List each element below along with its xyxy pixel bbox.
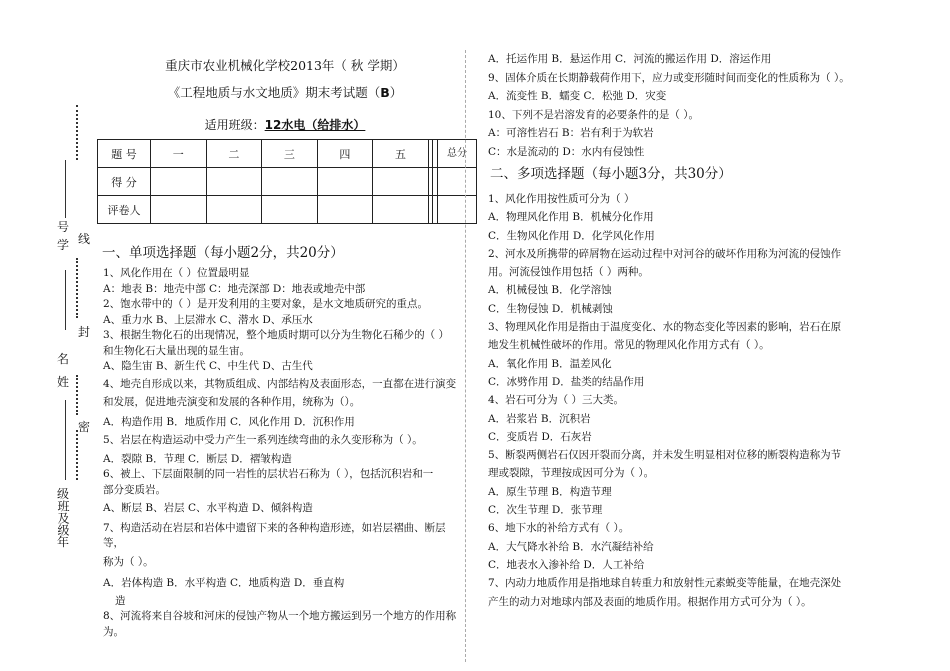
question-line: A．原生节理 B．构造节理 bbox=[488, 485, 612, 498]
score-header-cell: 题 号 bbox=[98, 140, 151, 168]
question-line: 6、被上、下层面限制的同一岩性的层状岩石称为（ ），包括沉积岩和一 bbox=[103, 468, 434, 480]
binding-dots-bottom bbox=[76, 430, 82, 480]
exam-paper-letter: B bbox=[380, 85, 390, 100]
binding-dots-mid bbox=[76, 258, 82, 318]
score-row-label: 得 分 bbox=[98, 168, 151, 196]
score-cell[interactable] bbox=[438, 168, 477, 196]
score-cell[interactable] bbox=[206, 168, 262, 196]
question-line: 8、河流将来自谷坡和河床的侵蚀产物从一个地方搬运到另一个地方的作用称 bbox=[103, 610, 457, 622]
score-row-grader bbox=[98, 196, 477, 224]
section1-questions bbox=[103, 266, 463, 640]
question-line: A．机械侵蚀 B．化学溶蚀 bbox=[488, 284, 612, 297]
question-line: 为。 bbox=[103, 625, 124, 638]
side-label-xian: 线 bbox=[78, 232, 91, 246]
question-line: 理或裂隙，节理按成因可分为（ ）。 bbox=[488, 467, 655, 480]
question-line: A、隐生宙 B、新生代 C、中生代 D、古生代 bbox=[103, 360, 313, 372]
grader-cell[interactable] bbox=[151, 196, 207, 224]
side-label-ming: 名 bbox=[57, 352, 70, 366]
grader-cell[interactable] bbox=[317, 196, 373, 224]
question-line: 6、地下水的补给方式有（ ）。 bbox=[488, 522, 630, 535]
column-divider bbox=[465, 50, 466, 662]
question-line: 7、内动力地质作用是指地球自转重力和放射性元素蜕变等能量，在地壳深处 bbox=[488, 577, 842, 590]
side-label-feng: 封 bbox=[78, 325, 91, 339]
question-line: 称为（ ）。 bbox=[103, 555, 154, 568]
question-line: A．流变性 B．蠕变 C．松弛 D．灾变 bbox=[488, 90, 667, 102]
school-title: 重庆市农业机械化学校2013年（ 秋 学期） bbox=[165, 58, 405, 73]
question-line: 10、下列不是岩溶发育的必要条件的是（ ）。 bbox=[488, 108, 699, 121]
score-header-cell: 一 bbox=[151, 140, 207, 168]
section1-heading: 一、单项选择题（每小题2分，共20分） bbox=[102, 245, 344, 261]
question-line: A、断层 B、岩层 C、水平构造 D、倾斜构造 bbox=[103, 502, 313, 514]
question-line: 部分变质岩。 bbox=[103, 483, 166, 496]
question-line: 4、岩石可分为（ ）三大类。 bbox=[488, 394, 625, 407]
class-label: 适用班级： bbox=[204, 118, 265, 132]
question-line: A．大气降水补给 B．水汽凝结补给 bbox=[488, 540, 654, 553]
question-line: A．岩体构造 B．水平构造 C．地质构造 D．垂直构 bbox=[103, 577, 345, 589]
right-column-top bbox=[488, 52, 928, 160]
side-label-xing: 姓 bbox=[57, 375, 70, 389]
class-value: 12水电（给排水） bbox=[264, 118, 366, 132]
question-line: C：水是流动的 D：水内有侵蚀性 bbox=[488, 145, 645, 158]
question-line: 9、固体介质在长期静载荷作用下，应力或变形随时间而变化的性质称为（ ）。 bbox=[488, 71, 850, 84]
grader-cell[interactable] bbox=[438, 196, 477, 224]
side-label-xue: 学 bbox=[57, 238, 70, 252]
score-header-cell: 三 bbox=[262, 140, 318, 168]
question-line: 用。河流侵蚀作用包括（ ）两种。 bbox=[488, 266, 649, 279]
score-table bbox=[97, 139, 477, 224]
question-line: A．构造作用 B．地质作用 C．风化作用 D．沉积作用 bbox=[103, 415, 355, 428]
question-line: A．岩浆岩 B．沉积岩 bbox=[488, 412, 591, 425]
side-label-ji: 级 bbox=[57, 487, 70, 501]
question-line: A．氧化作用 B．温差风化 bbox=[488, 357, 612, 370]
grader-cell[interactable] bbox=[262, 196, 318, 224]
question-line: 1、风化作用在（ ）位置最明显 bbox=[103, 267, 250, 279]
class-line bbox=[120, 116, 450, 133]
question-line: 地发生机械性破坏的作用。常见的物理风化作用方式有（ ）。 bbox=[488, 339, 770, 352]
binding-dots-top bbox=[76, 105, 82, 160]
score-cell[interactable] bbox=[262, 168, 318, 196]
question-line: C．生物侵蚀 D．机械剥蚀 bbox=[488, 302, 613, 315]
score-header-cell: 二 bbox=[206, 140, 262, 168]
score-row-label: 评卷人 bbox=[98, 196, 151, 224]
question-line: 5、岩层在构造运动中受力产生一系列连续弯曲的永久变形称为（ ）。 bbox=[103, 434, 423, 446]
grader-cell[interactable] bbox=[373, 196, 429, 224]
question-line: 3、根据生物化石的出现情况，整个地质时期可以分为生物化石稀少的（ ） bbox=[103, 329, 450, 341]
exam-title-suffix: ） bbox=[389, 85, 403, 100]
question-line: C．地表水入渗补给 D．人工补给 bbox=[488, 558, 645, 571]
score-cell[interactable] bbox=[317, 168, 373, 196]
question-line: A：地表 B：地壳中部 C：地壳深部 D：地表或地壳中部 bbox=[103, 282, 366, 295]
score-cell[interactable] bbox=[151, 168, 207, 196]
question-line: 4、地壳自形成以来，其物质组成、内部结构及表面形态，一直都在进行演变 bbox=[103, 377, 457, 390]
question-line: C．生物风化作用 D．化学风化作用 bbox=[488, 229, 655, 242]
question-line: A：可溶性岩石 B：岩有利于为软岩 bbox=[488, 127, 654, 139]
question-line: 7、构造活动在岩层和岩体中遗留下来的各种构造形迹，如岩层褶曲、断层等， bbox=[103, 521, 446, 549]
question-line: 3、物理风化作用是指由于温度变化、水的物态变化等因素的影响，岩石在原 bbox=[488, 321, 842, 334]
question-line: 和生物化石大量出现的显生宙。 bbox=[103, 344, 250, 357]
grader-cell[interactable] bbox=[206, 196, 262, 224]
score-header-cell: 五 bbox=[373, 140, 429, 168]
question-line: 5、断裂两侧岩石仅因开裂而分离，并未发生明显相对位移的断裂构造称为节 bbox=[488, 449, 842, 462]
question-line: 2、河水及所携带的碎屑物在运动过程中对河谷的破坏作用称为河流的侵蚀作 bbox=[488, 247, 842, 260]
question-line: A．物理风化作用 B．机械分化作用 bbox=[488, 211, 654, 224]
question-line: C．次生节理 D．张节理 bbox=[488, 504, 603, 517]
question-line: C．变质岩 D．石灰岩 bbox=[488, 430, 592, 443]
question-line: 产生的动力对地球内部及表面的地质作用。根据作用方式可分为（ ）。 bbox=[488, 595, 812, 608]
score-header-cell: 四 bbox=[317, 140, 373, 168]
section2-heading: 二、多项选择题（每小题3分，共30分） bbox=[490, 166, 732, 182]
side-label-nian: 年 bbox=[57, 535, 70, 549]
exam-title-prefix: 《工程地质与水文地质》期末考试题（ bbox=[167, 85, 381, 100]
question-line: A．裂隙 B．节理 C．断层 D．褶皱构造 bbox=[103, 452, 292, 465]
question-line: 造 bbox=[115, 594, 126, 607]
side-label-hao: 号 bbox=[57, 220, 70, 234]
score-cell[interactable] bbox=[373, 168, 429, 196]
question-line: 和发展，促进地壳演变和发展的各种作用，统称为（）。 bbox=[103, 396, 361, 408]
section2-questions bbox=[488, 190, 933, 611]
binding-dots-low bbox=[76, 375, 82, 415]
question-line: A、重力水 B、上层滞水 C、潜水 D、承压水 bbox=[103, 313, 313, 326]
score-header-total: 总分 bbox=[438, 140, 477, 168]
side-label-mi: 密 bbox=[78, 420, 91, 434]
exam-title bbox=[120, 83, 450, 101]
score-row-points bbox=[98, 168, 477, 196]
side-label-banji: 班及级 bbox=[56, 500, 70, 536]
question-line: C．冰劈作用 D．盐类的结晶作用 bbox=[488, 375, 645, 388]
question-line: 2、饱水带中的（ ）是开发利用的主要对象，是水文地质研究的重点。 bbox=[103, 298, 429, 310]
question-line: 1、风化作用按性质可分为（ ） bbox=[488, 193, 635, 205]
binding-line-student-no bbox=[65, 160, 66, 218]
question-line: A．托运作用 B．悬运作用 C．河流的搬运作用 D．溶运作用 bbox=[488, 53, 772, 65]
binding-line-name bbox=[65, 270, 66, 330]
binding-line-class bbox=[65, 400, 66, 480]
score-row-headers bbox=[98, 140, 477, 168]
